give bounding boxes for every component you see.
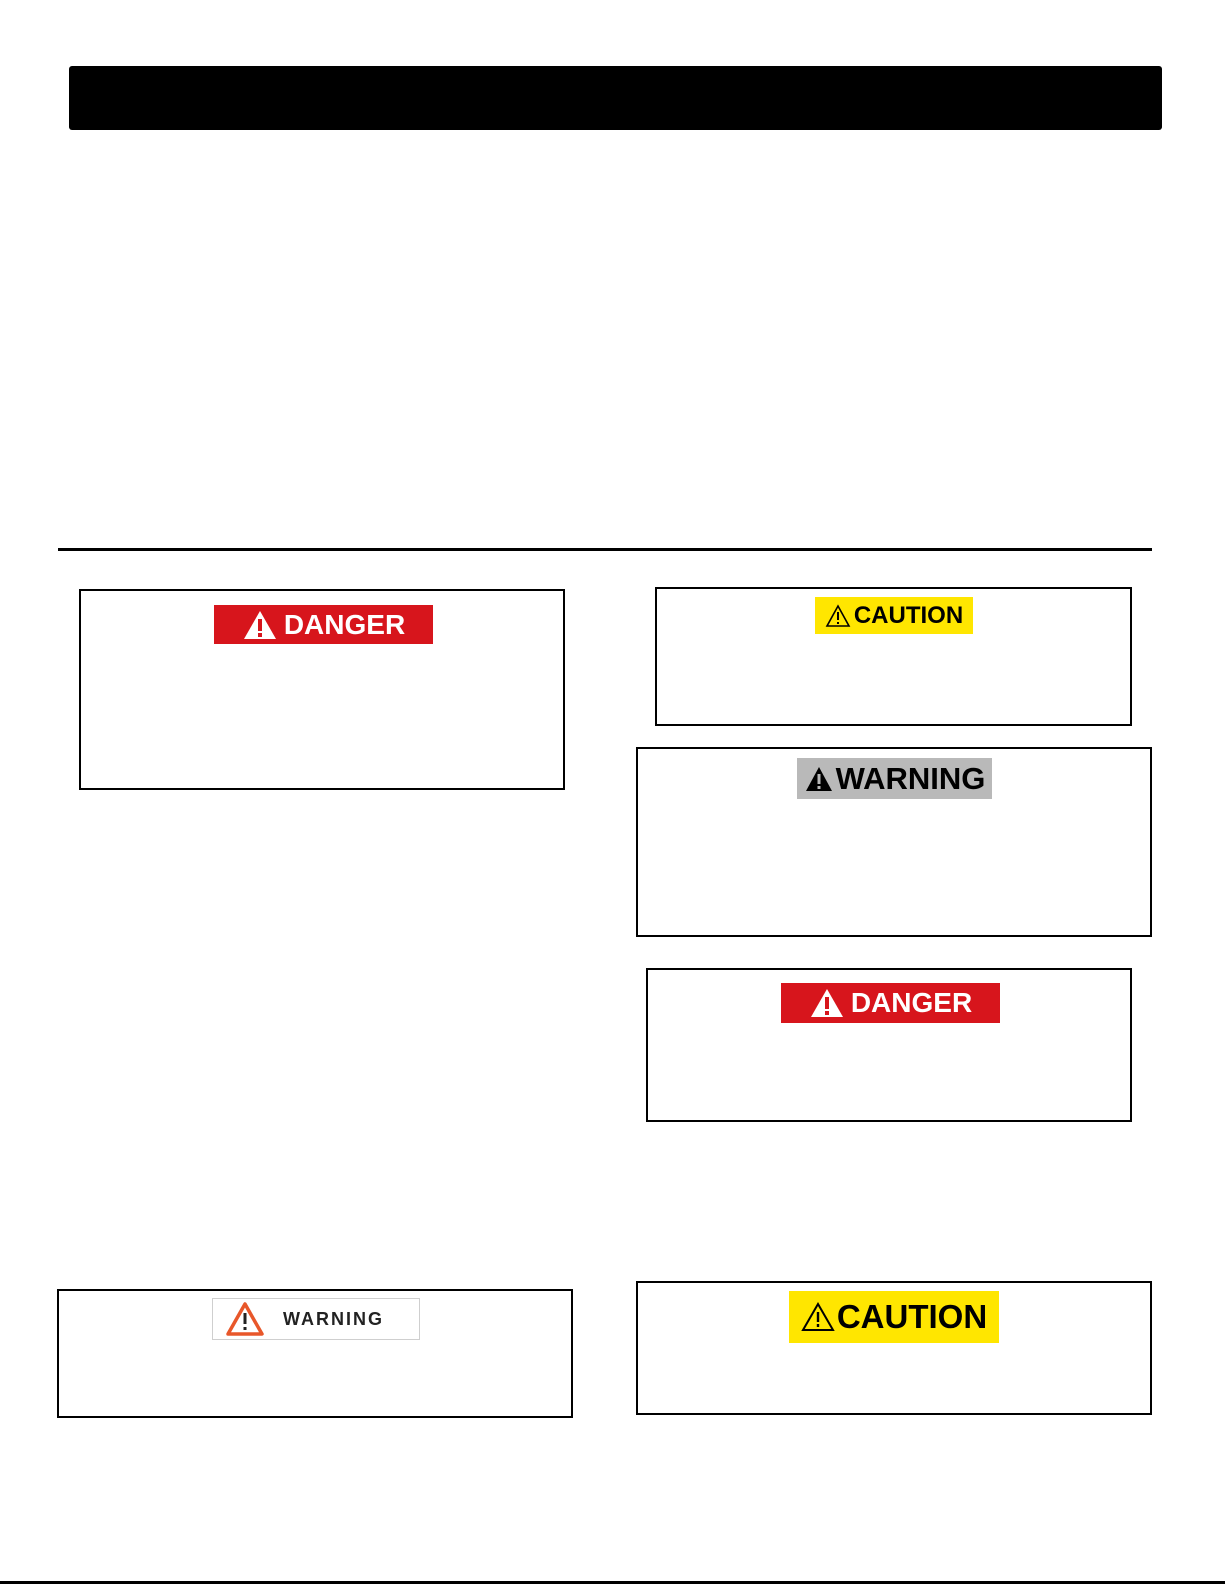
section-header-bar [69,66,1162,130]
danger-label-2 [781,983,1000,1023]
caution-label-text: CAUTION [853,601,964,629]
caution-label-2 [789,1291,999,1343]
warning-label-2 [212,1298,420,1340]
warning-triangle-icon [242,609,278,641]
warning-triangle-icon [804,765,834,793]
danger-notice-box-2 [646,968,1132,1122]
warning-notice-box-2 [57,1289,573,1418]
warning-triangle-outline-icon [801,1302,835,1332]
danger-label-text: DANGER [283,608,406,640]
danger-label-text-2: DANGER [850,987,973,1018]
warning-triangle-icon [809,987,845,1019]
warning-notice-box [636,747,1152,937]
page-bottom-rule [0,1581,1225,1584]
danger-notice-box [79,589,565,790]
warning-triangle-outline-icon [825,604,851,628]
caution-notice-box-2 [636,1281,1152,1415]
caution-label-text-2: CAUTION [836,1298,988,1335]
danger-label [214,605,433,644]
warning-label-text-2: WARNING [283,1308,384,1329]
warning-label-text: WARNING [835,760,986,796]
warning-label [797,758,992,799]
caution-notice-box [655,587,1132,726]
section-divider [58,548,1152,551]
warning-triangle-orange-icon [225,1301,265,1337]
caution-label [815,597,973,634]
